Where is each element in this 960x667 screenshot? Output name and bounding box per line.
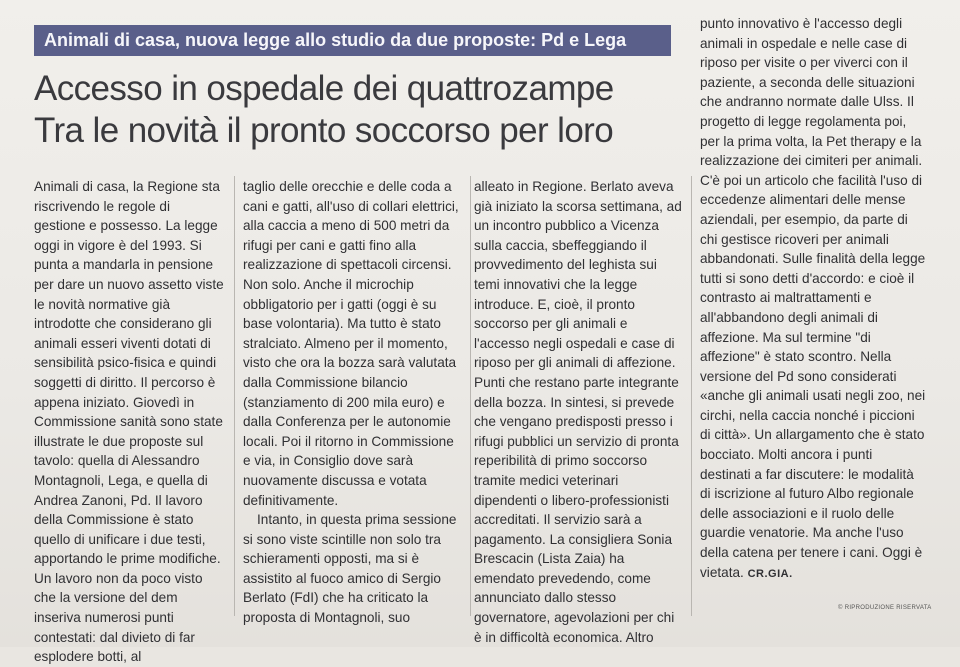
copyright-notice: © RIPRODUZIONE RISERVATA [838,605,932,611]
text-column-1 [34,177,224,665]
body-paragraph: alleato in Regione. Berlato aveva già iniziato la scorsa settimana, ad un incontro pubblico a Vicenza sulla caccia, sbeffeggiando il provvedimento del leghista sui temi innovativi che la legge introduce. E, cioè, il pronto soccorso per gli animali e l'accesso negli ospedali e case di riposo per gli animali di affezione. Punti che restano parte integrante della bozza. In sintesi, si prevede che vengano predisposti presso i rifugi pubblici un servizio di pronta reperibilità di primo soccorso tramite medici veterinari dipendenti o libero-professionisti accreditati. Il servizio sarà a pagamento. La consigliera Sonia Brescacin (Lista Zaia) ha emendato prevedendo, come annunciato dallo stesso governatore, agevolazioni per chi è in difficoltà economica. Altro [474,179,682,645]
headline-line-1: Accesso in ospedale dei quattrozampe [34,69,614,108]
headline-line-2: Tra le novità il pronto soccorso per loro [34,111,614,150]
column-divider [470,176,471,616]
article-headline [34,68,684,152]
article-kicker: Animali di casa, nuova legge allo studio da due proposte: Pd e Lega [34,25,671,56]
body-paragraph: Intanto, in questa prima sessione si sono viste scintille non solo tra schieramenti opposti, ma si è assistito al fuoco amico di Sergio Berlato (FdI) che ha criticato la proposta di Montagnoli, suo [243,512,457,626]
body-paragraph: taglio delle orecchie e delle coda a cani e gatti, all'uso di collari elettrici, alla caccia a meno di 500 metri da rifugi per cani e gatti fino alla realizzazione di spettacoli circensi. Non solo. Anche il microchip obbligatorio per i gatti (oggi è su base volontaria). Ma tutto è stato stralciato. Almeno per il momento, visto che ora la bozza sarà valutata dalla Commissione bilancio (stanziamento di 200 mila euro) e dalla Conferenza per le autonomie locali. Poi il ritorno in Commissione e via, in Consiglio dove sarà nuovamente discussa e votata definitivamente. [243,179,459,508]
body-text: punto innovativo è l'accesso degli animali in ospedale e nelle case di riposo per visite o per viverci con il paziente, a seconda delle situazioni che andranno normate dalle Ulss. Il progetto di legge regolamenta poi, per la prima volta, la Pet therapy e la realizzazione dei cimiteri per animali. C'è poi un articolo che facilità l'uso di eccedenze alimentari delle mense aziendali, per esempio, da parte di chi gestisce ricoveri per animali abbandonati. Sulle finalità della legge tutti si sono detti d'accordo: e cioè il contrasto ai maltrattamenti e all'abbandono degli animali di affezione. Ma sul termine "di affezione" è stato scontro. Nella versione del Pd sono considerati «anche gli animali usati negli zoo, nei circhi, nella caccia nonché i piccioni di città». Un allargamento che è stato bocciato. Molti ancora i punti destinati a far discutere: le modalità di iscrizione al futuro Albo regionale delle associazioni e il ruolo delle guardie venatorie. Ma anche l'uso della catena per tenere i cani. Oggi è vietata. [700,16,926,580]
body-paragraph: Animali di casa, la Regione sta riscrivendo le regole di gestione e possesso. La legge oggi in vigore è del 1993. Si punta a mandarla in pensione per dare un nuovo assetto viste le novità normative già introdotte che considerano gli animali esseri viventi dotati di sensibilità psico-fisica e quindi soggetti di diritto. Il percorso è appena iniziato. Giovedì in Commissione sanità sono state illustrate le due proposte sul tavolo: quella di Alessandro Montagnoli, Lega, e quella di Andrea Zanoni, Pd. Il lavoro della Commissione è stato quello di unificare i due testi, apportando le prime modifiche. Un lavoro non da poco visto che la versione del dem inseriva numerosi punti contestati: dal divieto di far esplodere botti, al [34,179,224,665]
text-column-3 [474,177,684,645]
column-divider [234,176,235,616]
body-paragraph [700,14,926,584]
column-divider [691,176,692,616]
text-column-2 [243,177,465,627]
author-signature: CR.GIA. [747,567,793,580]
text-column-4 [700,14,926,604]
